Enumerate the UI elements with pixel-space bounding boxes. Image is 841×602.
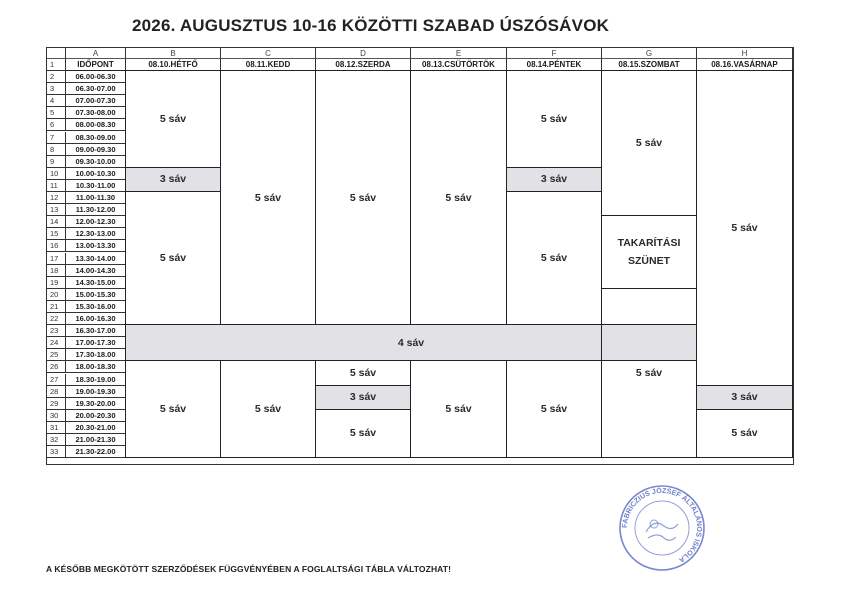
row-number: 17	[47, 253, 66, 265]
column-letter: F	[507, 48, 602, 59]
row-number: 22	[47, 313, 66, 325]
lane-block: 5 sáv	[506, 70, 602, 168]
time-slot: 13.00-13.30	[66, 240, 126, 252]
time-slot: 21.30-22.00	[66, 446, 126, 458]
time-slot: 06.30-07.00	[66, 83, 126, 95]
row-number: 6	[47, 119, 66, 131]
row-number: 24	[47, 337, 66, 349]
lane-block: 5 sáv	[125, 360, 221, 458]
time-slot: 08.30-09.00	[66, 132, 126, 144]
lane-block: 5 sáv	[601, 70, 697, 216]
time-slot: 16.30-17.00	[66, 325, 126, 337]
page-title: 2026. AUGUSZTUS 10-16 KÖZÖTTI SZABAD ÚSZÓSÁVOK	[132, 16, 610, 35]
time-slot: 10.00-10.30	[66, 168, 126, 180]
time-slot: 17.30-18.00	[66, 349, 126, 361]
row-number: 31	[47, 422, 66, 434]
footnote: A KÉSŐBB MEGKÖTÖTT SZERZŐDÉSEK FÜGGVÉNYÉBEN A FOGLALTSÁGI TÁBLA VÁLTOZHAT!	[46, 564, 452, 574]
row-number: 26	[47, 361, 66, 373]
lane-block: 3 sáv	[125, 167, 221, 192]
lane-block: 3 sáv	[696, 385, 793, 410]
row-number: 9	[47, 156, 66, 168]
lane-block: 5 sáv	[410, 70, 507, 325]
lane-block: 5 sáv	[506, 191, 602, 325]
time-slot: 18.30-19.00	[66, 374, 126, 386]
time-slot: 14.30-15.00	[66, 277, 126, 289]
time-slot: 15.00-15.30	[66, 289, 126, 301]
time-slot: 20.30-21.00	[66, 422, 126, 434]
row-number: 7	[47, 132, 66, 144]
time-slot: 09.30-10.00	[66, 156, 126, 168]
lane-block: 5 sáv	[315, 409, 411, 458]
time-slot: 18.00-18.30	[66, 361, 126, 373]
row-number: 21	[47, 301, 66, 313]
row-number: 8	[47, 144, 66, 156]
column-letter: A	[66, 48, 126, 59]
lane-block: 5 sáv	[506, 360, 602, 458]
time-slot: 11.30-12.00	[66, 204, 126, 216]
day-header: 08.15.SZOMBAT	[602, 59, 697, 71]
day-header: 08.10.HÉTFŐ	[126, 59, 221, 71]
column-letter: D	[316, 48, 411, 59]
row-number: 3	[47, 83, 66, 95]
lane-block: 5 sáv	[410, 360, 507, 458]
lane-block: 5 sáv	[696, 70, 793, 386]
row-number: 27	[47, 374, 66, 386]
row-number: 30	[47, 410, 66, 422]
lane-block: 5 sáv	[220, 360, 316, 458]
row-number: 10	[47, 168, 66, 180]
row-number: 25	[47, 349, 66, 361]
time-slot: 08.00-08.30	[66, 119, 126, 131]
column-letter: E	[411, 48, 507, 59]
row-number: 4	[47, 95, 66, 107]
corner-cell	[47, 48, 66, 59]
time-slot: 20.00-20.30	[66, 410, 126, 422]
row-number: 33	[47, 446, 66, 458]
lane-block: 5 sáv	[125, 191, 221, 325]
time-slot: 12.00-12.30	[66, 216, 126, 228]
row-number: 28	[47, 386, 66, 398]
day-header: 08.14.PÉNTEK	[507, 59, 602, 71]
lane-block: 5 sáv	[601, 288, 697, 458]
time-slot: 11.00-11.30	[66, 192, 126, 204]
lane-block: 5 sáv	[125, 70, 221, 168]
day-header: 08.11.KEDD	[221, 59, 316, 71]
row-number: 14	[47, 216, 66, 228]
day-header: 08.13.CSÜTÖRTÖK	[411, 59, 507, 71]
time-slot: 19.30-20.00	[66, 398, 126, 410]
column-letter: G	[602, 48, 697, 59]
row-number: 18	[47, 265, 66, 277]
time-slot: 16.00-16.30	[66, 313, 126, 325]
row-number: 1	[47, 59, 66, 71]
row-number: 11	[47, 180, 66, 192]
lane-block: 5 sáv	[696, 409, 793, 458]
row-number: 16	[47, 240, 66, 252]
time-slot: 15.30-16.00	[66, 301, 126, 313]
time-slot: 10.30-11.00	[66, 180, 126, 192]
row-number: 19	[47, 277, 66, 289]
column-letter: H	[697, 48, 793, 59]
row-number: 12	[47, 192, 66, 204]
column-letter: B	[126, 48, 221, 59]
lane-block: 5 sáv	[315, 70, 411, 325]
lane-block: 4 sáv	[125, 324, 697, 361]
lane-block: 5 sáv	[220, 70, 316, 325]
row-number: 5	[47, 107, 66, 119]
time-slot: 09.00-09.30	[66, 144, 126, 156]
time-slot: 19.00-19.30	[66, 386, 126, 398]
day-header: 08.16.VASÁRNAP	[697, 59, 793, 71]
stamp-text: FABRICZIUS JÓZSEF ÁLTALÁNOS ISKOLA	[619, 485, 705, 565]
time-slot: 07.30-08.00	[66, 107, 126, 119]
time-slot: 14.00-14.30	[66, 265, 126, 277]
lane-block: 3 sáv	[506, 167, 602, 192]
row-number: 23	[47, 325, 66, 337]
row-number: 20	[47, 289, 66, 301]
time-slot: 07.00-07.30	[66, 95, 126, 107]
time-slot: 21.00-21.30	[66, 434, 126, 446]
day-header: 08.12.SZERDA	[316, 59, 411, 71]
lane-block: 3 sáv	[315, 385, 411, 410]
row-number: 29	[47, 398, 66, 410]
cleaning-break-block: TAKARÍTÁSI SZÜNET	[601, 215, 697, 289]
round-stamp-icon	[616, 482, 708, 574]
column-letter: C	[221, 48, 316, 59]
time-slot: 12.30-13.00	[66, 228, 126, 240]
time-slot: 17.00-17.30	[66, 337, 126, 349]
schedule-table	[46, 47, 794, 465]
lane-block: 5 sáv	[315, 360, 411, 385]
row-number: 15	[47, 228, 66, 240]
time-slot: 06.00-06.30	[66, 71, 126, 83]
time-header: IDŐPONT	[66, 59, 126, 71]
row-number: 32	[47, 434, 66, 446]
time-slot: 13.30-14.00	[66, 253, 126, 265]
row-number: 2	[47, 71, 66, 83]
row-number: 13	[47, 204, 66, 216]
